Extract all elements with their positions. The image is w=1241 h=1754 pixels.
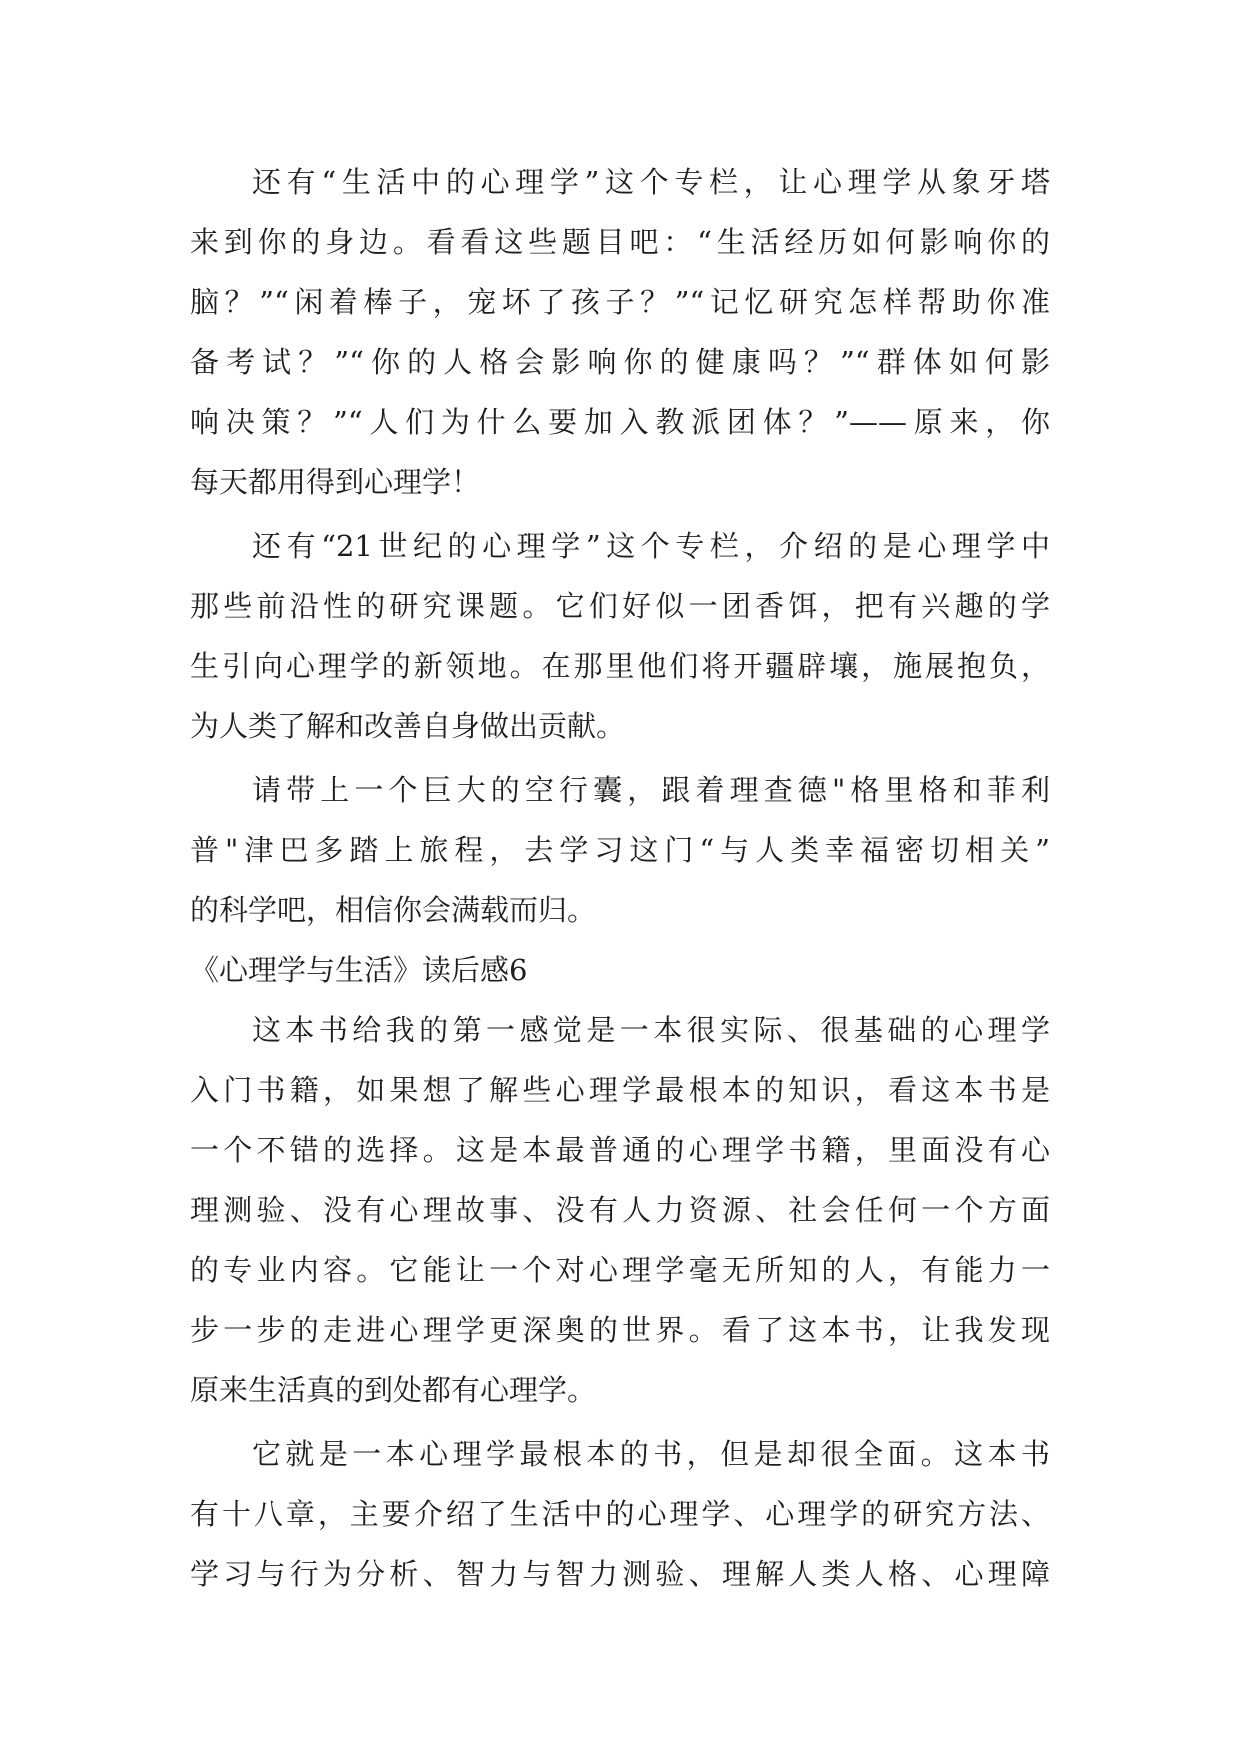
- text-line: 来到你的身边。看看这些题目吧：“生活经历如何影响你的: [190, 225, 1050, 259]
- text-line: 步一步的走进心理学更深奥的世界。看了这本书，让我发现: [190, 1313, 1050, 1347]
- text-line: 普"津巴多踏上旅程，去学习这门“与人类幸福密切相关”: [190, 833, 1050, 867]
- text-line: 响决策？”“人们为什么要加入教派团体？”——原来，你: [190, 405, 1050, 439]
- text-line: 理测验、没有心理故事、没有人力资源、社会任何一个方面: [190, 1193, 1050, 1227]
- text-line: 一个不错的选择。这是本最普通的心理学书籍，里面没有心: [190, 1133, 1050, 1167]
- text-line: 原来生活真的到处都有心理学。: [190, 1373, 597, 1407]
- text-line: 为人类了解和改善自身做出贡献。: [190, 709, 626, 743]
- paragraph-4: [190, 1000, 1050, 1420]
- document-body: [190, 152, 1050, 1604]
- text-line: 生引向心理学的新领地。在那里他们将开疆辟壤，施展抱负，: [190, 649, 1050, 683]
- text-line: 的科学吧，相信你会满载而归。: [190, 893, 597, 927]
- text-line: 脑？”“闲着棒子，宠坏了孩子？”“记忆研究怎样帮助你准: [190, 285, 1050, 319]
- text-line: 每天都用得到心理学！: [190, 465, 481, 499]
- text-line: 请带上一个巨大的空行囊，跟着理查德"格里格和菲利: [252, 773, 1050, 807]
- paragraph-5: [190, 1424, 1050, 1604]
- text-line: 入门书籍，如果想了解些心理学最根本的知识，看这本书是: [190, 1073, 1050, 1107]
- text-line: 这本书给我的第一感觉是一本很实际、很基础的心理学: [252, 1013, 1050, 1047]
- paragraph-3: [190, 760, 1050, 940]
- text-line: 还有“生活中的心理学”这个专栏，让心理学从象牙塔: [252, 165, 1050, 199]
- paragraph-2: [190, 516, 1050, 756]
- text-line: 的专业内容。它能让一个对心理学毫无所知的人，有能力一: [190, 1253, 1050, 1287]
- text-line: 那些前沿性的研究课题。它们好似一团香饵，把有兴趣的学: [190, 589, 1050, 623]
- text-line: 它就是一本心理学最根本的书，但是却很全面。这本书: [252, 1437, 1050, 1471]
- text-line: 学习与行为分析、智力与智力测验、理解人类人格、心理障: [190, 1557, 1050, 1591]
- text-line: 有十八章，主要介绍了生活中的心理学、心理学的研究方法、: [190, 1497, 1050, 1531]
- text-line: 还有“21世纪的心理学”这个专栏，介绍的是心理学中: [252, 529, 1050, 563]
- paragraph-1: [190, 152, 1050, 512]
- section-heading: 《心理学与生活》读后感6: [190, 953, 528, 987]
- text-line: 备考试？”“你的人格会影响你的健康吗？”“群体如何影: [190, 345, 1050, 379]
